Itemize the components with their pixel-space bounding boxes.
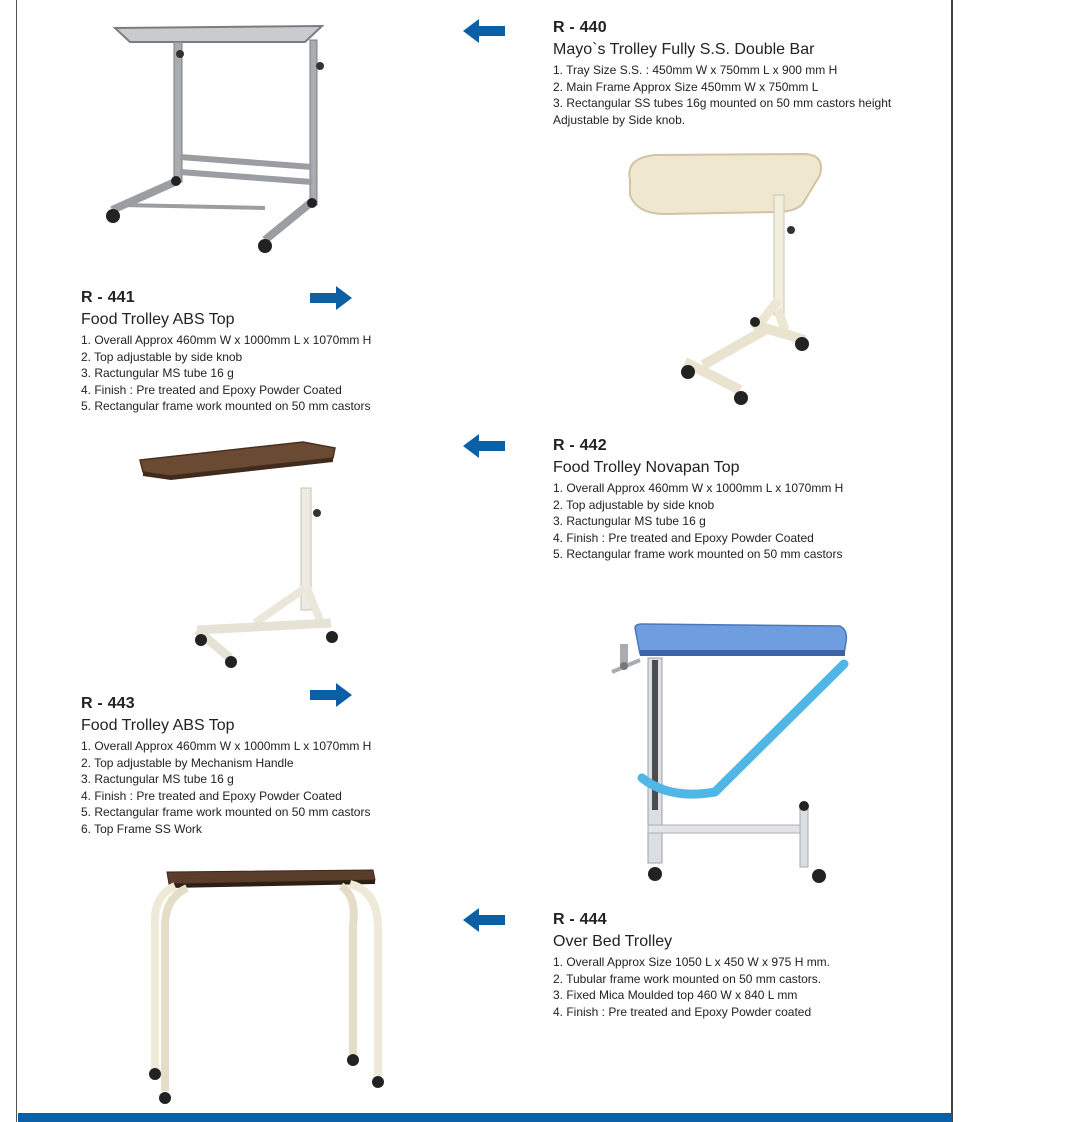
spec-line: 3. Ractungular MS tube 16 g [81, 772, 234, 786]
spec-line: 4. Finish : Pre treated and Epoxy Powder Coated [81, 382, 342, 397]
page-border-right [951, 0, 953, 1122]
spec-line: 3. Ractungular MS tube 16 g [553, 514, 706, 528]
arrow-left-icon [463, 19, 507, 43]
spec-line: 6. Top Frame SS Work [81, 821, 202, 836]
product-title: Food Trolley ABS Top [81, 311, 235, 328]
spec-line: 3. Fixed Mica Moulded top 460 W x 840 L mm [553, 988, 798, 1002]
arrow-left-icon [463, 434, 507, 458]
spec-line: 5. Rectangular frame work mounted on 50 mm castors [553, 547, 843, 561]
spec-line: 1. Overall Approx 460mm W x 1000mm L x 1070mm H [553, 481, 844, 495]
spec-line: Adjustable by Side knob. [553, 112, 686, 127]
food-trolley-mechanism-icon [600, 620, 850, 890]
spec-line: 3. Rectangular SS tubes 16g mounted on 50 mm castors height [553, 96, 892, 110]
product-title: Mayo`s Trolley Fully S.S. Double Bar [553, 41, 815, 58]
spec-line: 4. Finish : Pre treated and Epoxy Powder Coated [553, 530, 814, 545]
product-code: R - 443 [81, 695, 135, 712]
spec-line: 2. Top adjustable by Mechanism Handle [81, 755, 294, 770]
spec-line: 1. Tray Size S.S. : 450mm W x 750mm L x 900 mm H [553, 63, 838, 77]
spec-line: 3. Ractungular MS tube 16 g [81, 366, 234, 380]
spec-line: 2. Top adjustable by side knob [81, 349, 243, 364]
product-r440-info [553, 19, 891, 128]
spec-line: 2. Tubular frame work mounted on 50 mm castors. [553, 971, 822, 986]
product-code: R - 440 [553, 19, 607, 36]
mayo-trolley-icon [100, 20, 330, 260]
product-title: Food Trolley ABS Top [81, 717, 235, 734]
page-border-left [16, 0, 17, 1122]
food-trolley-novapan-icon [135, 438, 340, 673]
product-r443-info [81, 695, 371, 837]
product-title: Over Bed Trolley [553, 933, 673, 950]
product-code: R - 444 [553, 911, 607, 928]
arrow-right-icon [308, 286, 352, 310]
spec-line: 1. Overall Approx 460mm W x 1000mm L x 1070mm H [81, 333, 372, 347]
product-code: R - 442 [553, 437, 607, 454]
spec-line: 5. Rectangular frame work mounted on 50 mm castors [81, 399, 371, 413]
product-r442-info [553, 437, 843, 563]
arrow-left-icon [463, 908, 507, 932]
spec-line: 4. Finish : Pre treated and Epoxy Powder coated [553, 1004, 812, 1019]
spec-line: 4. Finish : Pre treated and Epoxy Powder Coated [81, 788, 342, 803]
spec-line: 2. Main Frame Approx Size 450mm W x 750mm L [553, 79, 819, 94]
product-code: R - 441 [81, 289, 135, 306]
food-trolley-abs-icon [615, 150, 830, 410]
footer-bar [18, 1113, 952, 1122]
arrow-right-icon [308, 683, 352, 707]
spec-line: 1. Overall Approx 460mm W x 1000mm L x 1070mm H [81, 739, 372, 753]
spec-line: 2. Top adjustable by side knob [553, 497, 715, 512]
product-title: Food Trolley Novapan Top [553, 459, 740, 476]
spec-line: 5. Rectangular frame work mounted on 50 mm castors [81, 805, 371, 819]
spec-line: 1. Overall Approx Size 1050 L x 450 W x 975 H mm. [553, 955, 831, 969]
over-bed-trolley-icon [145, 866, 390, 1106]
product-r444-info [553, 911, 830, 1020]
